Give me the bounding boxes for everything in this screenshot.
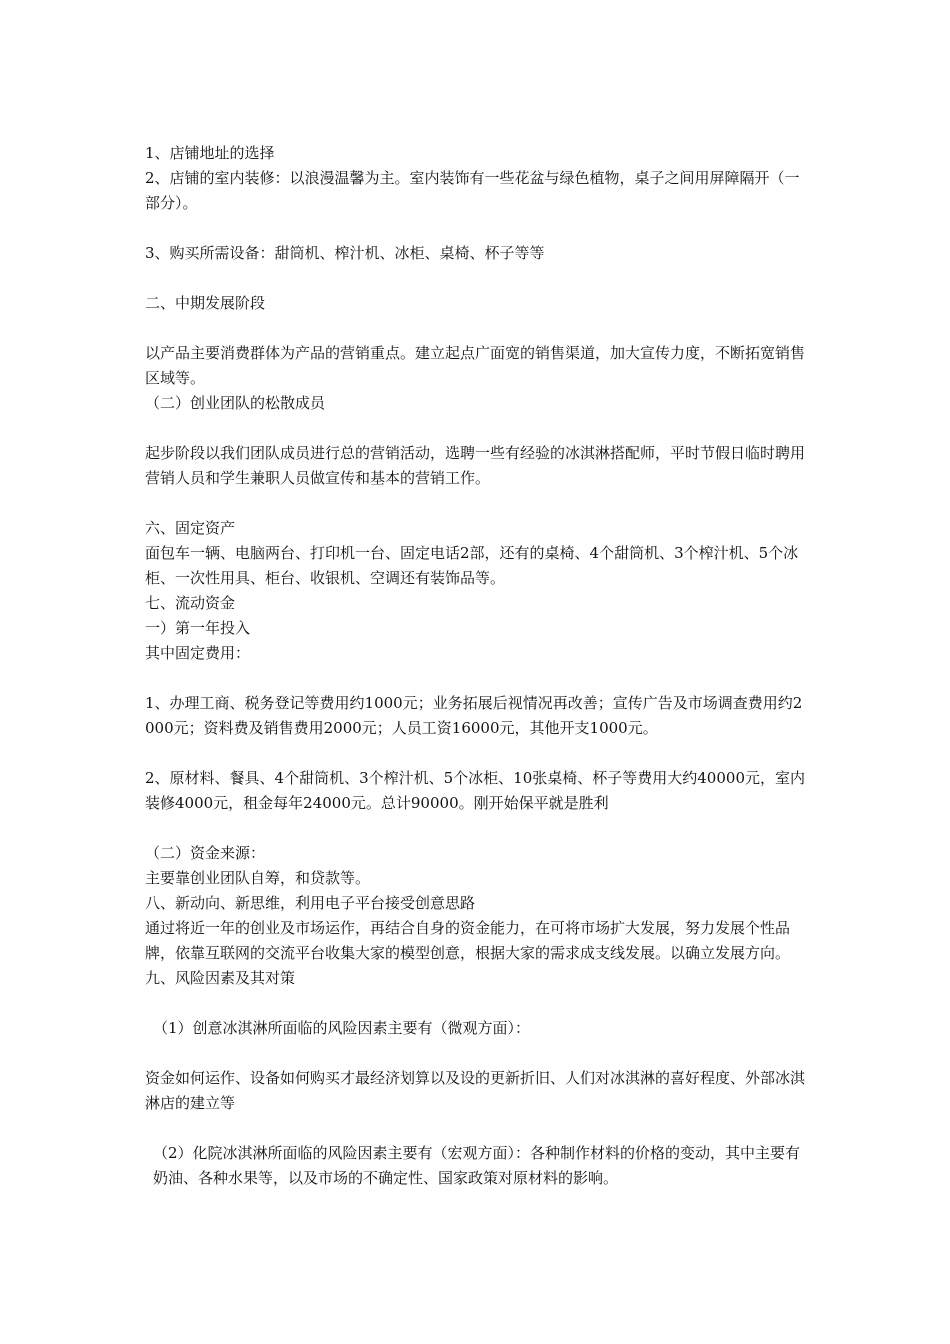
- paragraph-fixed-assets: 面包车一辆、电脑两台、打印机一台、固定电话2部，还有的桌椅、4个甜筒机、3个榨汁机、5个冰柜、一次性用具、柜台、收银机、空调还有装饰品等。: [145, 544, 799, 587]
- heading-fixed-assets: 六、固定资产: [145, 519, 236, 537]
- heading-team-members: （二）创业团队的松散成员: [145, 394, 326, 412]
- heading-fixed-costs: 其中固定费用：: [145, 644, 251, 662]
- paragraph-marketing-focus: 以产品主要消费群体为产品的营销重点。建立起点广面宽的销售渠道，加大宣传力度，不断拓宽销售区域等。: [145, 344, 806, 387]
- blank-line: [145, 216, 810, 241]
- document-body: [145, 141, 810, 1191]
- blank-line: [145, 1041, 810, 1066]
- heading-funding-source: （二）资金来源：: [145, 844, 266, 862]
- paragraph-registration-costs: 1、办理工商、税务登记等费用约1000元；业务拓展后视情况再改善；宣传广告及市场调查费用约2000元；资料费及销售费用2000元；人员工资16000元，其他开支1000元。: [145, 694, 803, 737]
- blank-line: [145, 816, 810, 841]
- paragraph-initial-marketing: 起步阶段以我们团队成员进行总的营销活动，选聘一些有经验的冰淇淋搭配师，平时节假日临时聘用营销人员和学生兼职人员做宣传和基本的营销工作。: [145, 444, 806, 487]
- blank-line: [145, 666, 810, 691]
- paragraph-funding-source: 主要靠创业团队自筹，和贷款等。: [145, 869, 371, 887]
- paragraph-macro-risks: （2）化院冰淇淋所面临的风险因素主要有（宏观方面）：各种制作材料的价格的变动，其中主要有奶油、各种水果等，以及市场的不确定性、国家政策对原材料的影响。: [153, 1144, 801, 1187]
- blank-line: [145, 1116, 810, 1141]
- paragraph-materials-costs: 2、原材料、餐具、4个甜筒机、3个榨汁机、5个冰柜、10张桌椅、杯子等费用大约40000元，室内装修4000元，租金每年24000元。总计90000。刚开始保平就是胜利: [145, 769, 805, 812]
- heading-working-capital: 七、流动资金: [145, 594, 236, 612]
- paragraph-equipment: 3、购买所需设备：甜筒机、榨汁机、冰柜、桌椅、杯子等等: [145, 244, 545, 262]
- heading-new-trends: 八、新动向、新思维，利用电子平台接受创意思路: [145, 894, 476, 912]
- heading-risk-factors: 九、风险因素及其对策: [145, 969, 296, 987]
- paragraph-micro-risk-details: 资金如何运作、设备如何购买才最经济划算以及设的更新折旧、人们对冰淇淋的喜好程度、外部冰淇淋店的建立等: [145, 1069, 806, 1112]
- blank-line: [145, 991, 810, 1016]
- paragraph-interior-decoration: 2、店铺的室内装修：以浪漫温馨为主。室内装饰有一些花盆与绿色植物，桌子之间用屏障隔开（一部分）。: [145, 169, 800, 212]
- paragraph-micro-risks: （1）创意冰淇淋所面临的风险因素主要有（微观方面）：: [153, 1019, 531, 1037]
- blank-line: [145, 416, 810, 441]
- blank-line: [145, 741, 810, 766]
- heading-first-year-investment: 一）第一年投入: [145, 619, 251, 637]
- blank-line: [145, 491, 810, 516]
- paragraph-store-location: 1、店铺地址的选择: [145, 144, 275, 162]
- blank-line: [145, 266, 810, 291]
- paragraph-new-trends: 通过将近一年的创业及市场运作，再结合自身的资金能力，在可将市场扩大发展，努力发展个性品牌，依靠互联网的交流平台收集大家的模型创意，根据大家的需求成支线发展。以确立发展方向。: [145, 919, 791, 962]
- heading-mid-term-stage: 二、中期发展阶段: [145, 294, 266, 312]
- blank-line: [145, 316, 810, 341]
